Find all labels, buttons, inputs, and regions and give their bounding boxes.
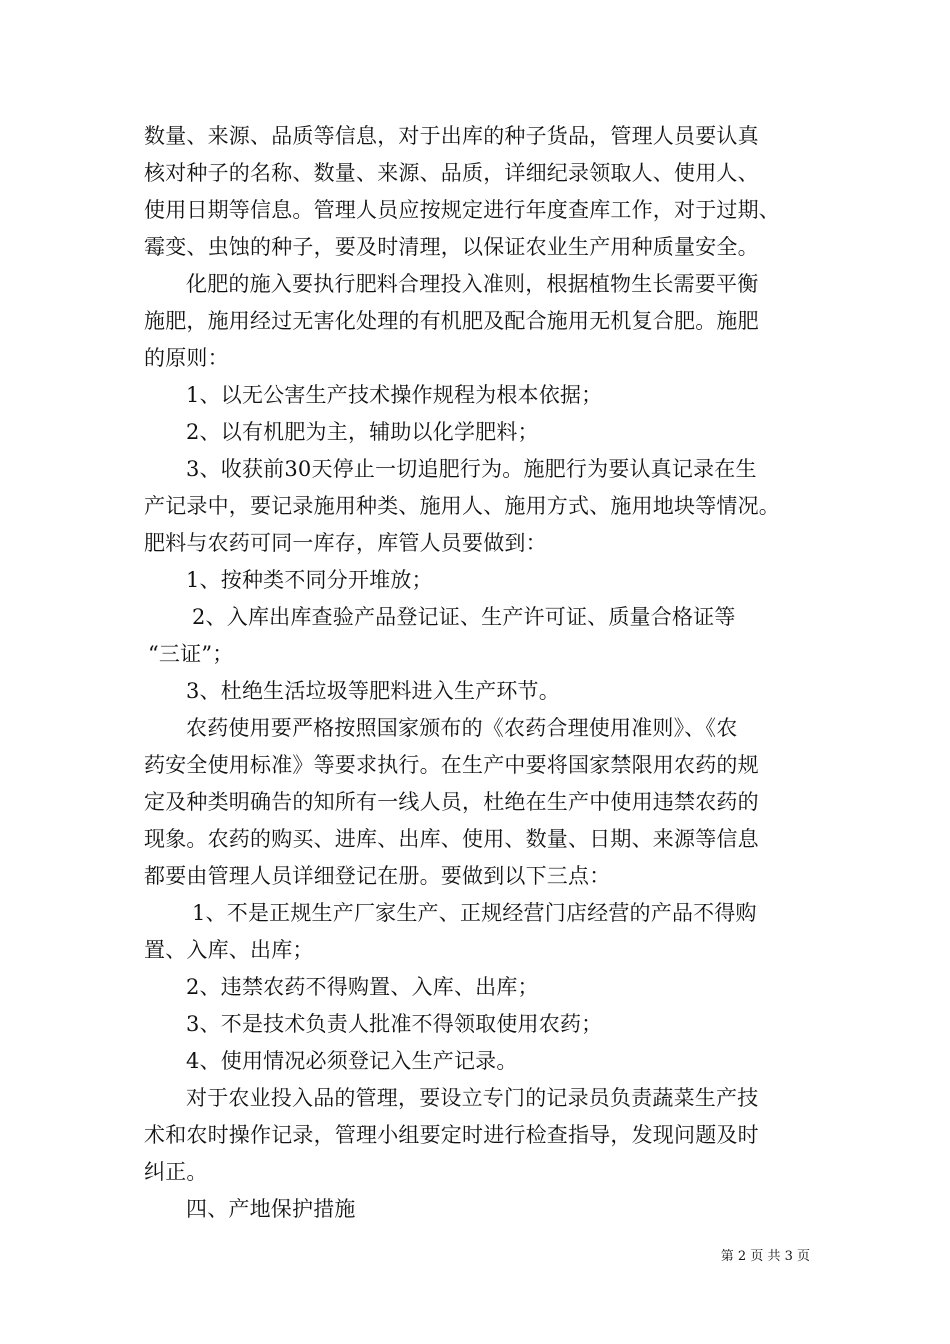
text-line: 核对种子的名称、数量、来源、品质，详细纪录领取人、使用人、	[144, 161, 759, 185]
paragraph-start-line: 农药使用要严格按照国家颁布的《农药合理使用准则》、《农	[186, 716, 738, 740]
page-number-footer: 第 2 页 共 3 页	[720, 1249, 810, 1264]
list-item: 1、以无公害生产技术操作规程为根本依据；	[186, 383, 603, 407]
list-item: 3、收获前30天停止一切追肥行为。施肥行为要认真记录在生	[186, 457, 757, 481]
text-line: 置、入库、出库；	[144, 938, 314, 962]
text-line: 现象。农药的购买、进库、出库、使用、数量、日期、来源等信息	[144, 827, 759, 851]
list-item: 1、按种类不同分开堆放；	[186, 568, 433, 592]
text-line: 施肥，施用经过无害化处理的有机肥及配合施用无机复合肥。施肥	[144, 309, 759, 333]
paragraph-start-line: 化肥的施入要执行肥料合理投入准则，根据植物生长需要平衡	[186, 272, 759, 296]
list-item: 4、使用情况必须登记入生产记录。	[186, 1049, 518, 1073]
list-item: 1、不是正规生产厂家生产、正规经营门店经营的产品不得购	[192, 901, 757, 925]
section-heading: 四、产地保护措施	[186, 1197, 356, 1221]
text-line: 霉变、虫蚀的种子，要及时清理，以保证农业生产用种质量安全。	[144, 235, 759, 259]
list-item: 3、不是技术负责人批准不得领取使用农药；	[186, 1012, 603, 1036]
text-line: 定及种类明确告的知所有一线人员，杜绝在生产中使用违禁农药的	[144, 790, 759, 814]
paragraph-start-line: 对于农业投入品的管理，要设立专门的记录员负责蔬菜生产技	[186, 1086, 759, 1110]
text-line: 数量、来源、品质等信息，对于出库的种子货品，管理人员要认真	[144, 124, 759, 148]
list-item: 2、违禁农药不得购置、入库、出库；	[186, 975, 539, 999]
list-item: 2、入库出库查验产品登记证、生产许可证、质量合格证等	[192, 605, 736, 629]
text-line: “三证”；	[148, 642, 234, 666]
document-body	[144, 118, 819, 1228]
text-line: 的原则：	[144, 346, 229, 370]
text-line: 纠正。	[144, 1160, 208, 1184]
text-line: 术和农时操作记录，管理小组要定时进行检查指导，发现问题及时	[144, 1123, 759, 1147]
text-line: 产记录中，要记录施用种类、施用人、施用方式、施用地块等情况。	[144, 494, 780, 518]
text-line: 都要由管理人员详细登记在册。要做到以下三点：	[144, 864, 611, 888]
list-item: 3、杜绝生活垃圾等肥料进入生产环节。	[186, 679, 560, 703]
text-line: 使用日期等信息。管理人员应按规定进行年度查库工作，对于过期、	[144, 198, 780, 222]
text-line: 肥料与农药可同一库存，库管人员要做到：	[144, 531, 547, 555]
text-line: 药安全使用标准》等要求执行。在生产中要将国家禁限用农药的规	[144, 753, 759, 777]
list-item: 2、以有机肥为主，辅助以化学肥料；	[186, 420, 539, 444]
